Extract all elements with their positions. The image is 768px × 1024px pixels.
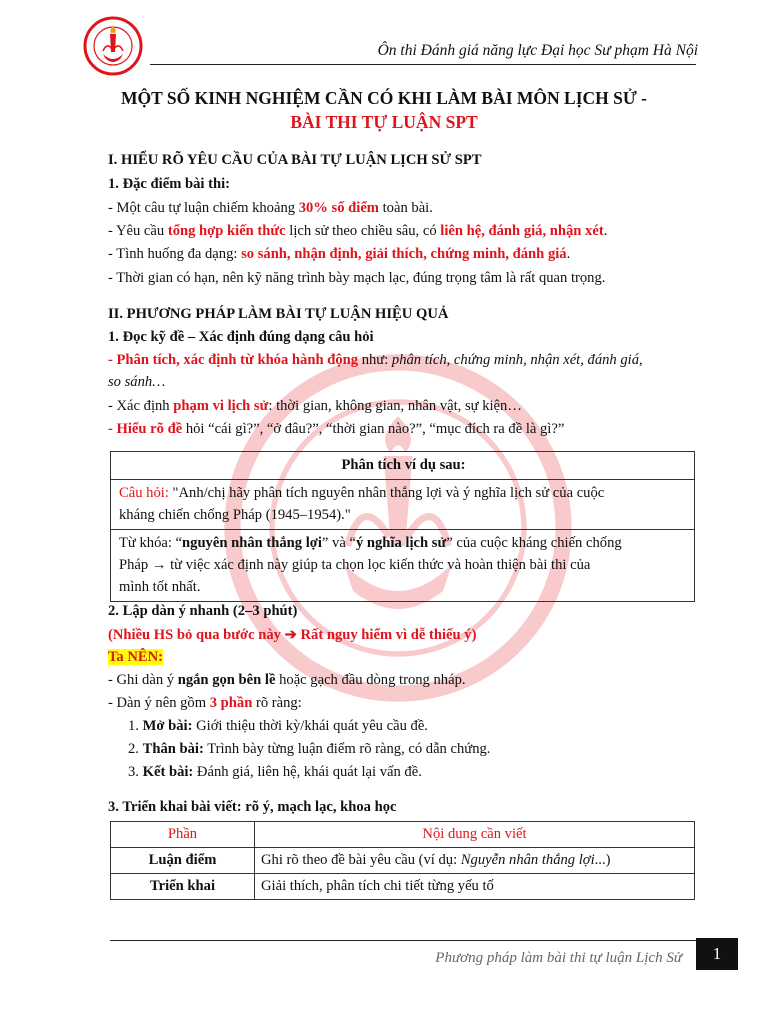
example-table-header: Phân tích ví dụ sau: — [111, 452, 695, 480]
bullet-scope: - Xác định phạm vi lịch sử: thời gian, không gian, nhân vật, sự kiện… — [108, 398, 522, 414]
table-row: Luận điểm Ghi rõ theo đề bài yêu cầu (ví dụ: Nguyễn nhân thắng lợi...) — [111, 848, 695, 874]
bullet-keywords-cont: so sánh… — [108, 374, 166, 390]
bullet-three-parts: - Dàn ý nên gồm 3 phần rõ ràng: — [108, 695, 302, 711]
logo-icon — [83, 16, 143, 76]
page-subtitle: BÀI THI TỰ LUẬN SPT — [290, 112, 478, 132]
bullet-keywords: - Phân tích, xác định từ khóa hành động như: phân tích, chứng minh, nhận xét, đánh giá, — [108, 352, 643, 368]
part-intro: 1. Mở bài: Giới thiệu thời kỳ/khái quát yêu cầu đề. — [128, 718, 428, 734]
header-title: Ôn thi Đánh giá năng lực Đại học Sư phạm Hà Nội — [377, 42, 698, 59]
header-divider — [150, 64, 696, 65]
warning-text: (Nhiều HS bỏ qua bước này ➔ Rất nguy hiểm vì dễ thiếu ý) — [108, 627, 477, 643]
section2-sub1: 1. Đọc kỹ đề – Xác định đúng dạng câu hỏi — [108, 329, 374, 345]
section2-heading: II. PHƯƠNG PHÁP LÀM BÀI TỰ LUẬN HIỆU QUẢ — [108, 306, 449, 322]
bullet-score: - Một câu tự luận chiếm khoảng 30% số điểm toàn bài. — [108, 200, 433, 216]
bullet-understand: - Hiểu rõ đề hỏi “cái gì?”, “ở đâu?”, “thời gian nào?”, “mục đích ra đề là gì?” — [108, 421, 565, 437]
section1-sub: 1. Đặc điểm bài thi: — [108, 176, 231, 192]
footer-divider — [110, 940, 696, 941]
should-label: Ta NÊN: — [108, 649, 164, 665]
bullet-requirement: - Yêu cầu tổng hợp kiến thức lịch sử theo chiều sâu, có liên hệ, đánh giá, nhận xét. — [108, 223, 608, 239]
bullet-outline: - Ghi dàn ý ngắn gọn bên lề hoặc gạch đầu dòng trong nháp. — [108, 672, 466, 688]
section1-heading: I. HIỂU RÕ YÊU CẦU CỦA BÀI TỰ LUẬN LỊCH SỬ SPT — [108, 152, 482, 168]
table-row: Triển khai Giải thích, phân tích chi tiết từng yếu tố — [111, 874, 695, 900]
footer-title: Phương pháp làm bài thi tự luận Lịch Sử — [435, 950, 682, 966]
section2-sub3: 3. Triển khai bài viết: rõ ý, mạch lạc, khoa học — [108, 799, 397, 815]
outline-table — [110, 821, 695, 900]
part-conclusion: 3. Kết bài: Đánh giá, liên hệ, khái quát lại vấn đề. — [128, 764, 422, 780]
table-header-part: Phần — [111, 822, 255, 848]
table-header-content: Nội dung cần viết — [255, 822, 695, 848]
page-number: 1 — [696, 938, 738, 970]
bullet-situations: - Tình huống đa dạng: so sánh, nhận định, giải thích, chứng minh, đánh giá. — [108, 246, 571, 262]
page-title: MỘT SỐ KINH NGHIỆM CẦN CÓ KHI LÀM BÀI MÔN LỊCH SỬ - — [121, 88, 647, 108]
example-table — [110, 451, 695, 602]
example-keywords: Từ khóa: “nguyên nhân thắng lợi” và “ý nghĩa lịch sử” của cuộc kháng chiến chống Pháp → từ việc xác định này giúp ta chọn lọc kiến thức và hoàn thiện bài thi của mình tốt nhất. — [111, 530, 695, 602]
part-body: 2. Thân bài: Trình bày từng luận điểm rõ ràng, có dẫn chứng. — [128, 741, 491, 757]
example-question: Câu hỏi: "Anh/chị hãy phân tích nguyên nhân thắng lợi và ý nghĩa lịch sử của cuộc kháng chiến chống Pháp (1945–1954)." — [111, 480, 695, 530]
section2-sub2: 2. Lập dàn ý nhanh (2–3 phút) — [108, 603, 298, 619]
bullet-time: - Thời gian có hạn, nên kỹ năng trình bày mạch lạc, đúng trọng tâm là rất quan trọng. — [108, 270, 606, 286]
